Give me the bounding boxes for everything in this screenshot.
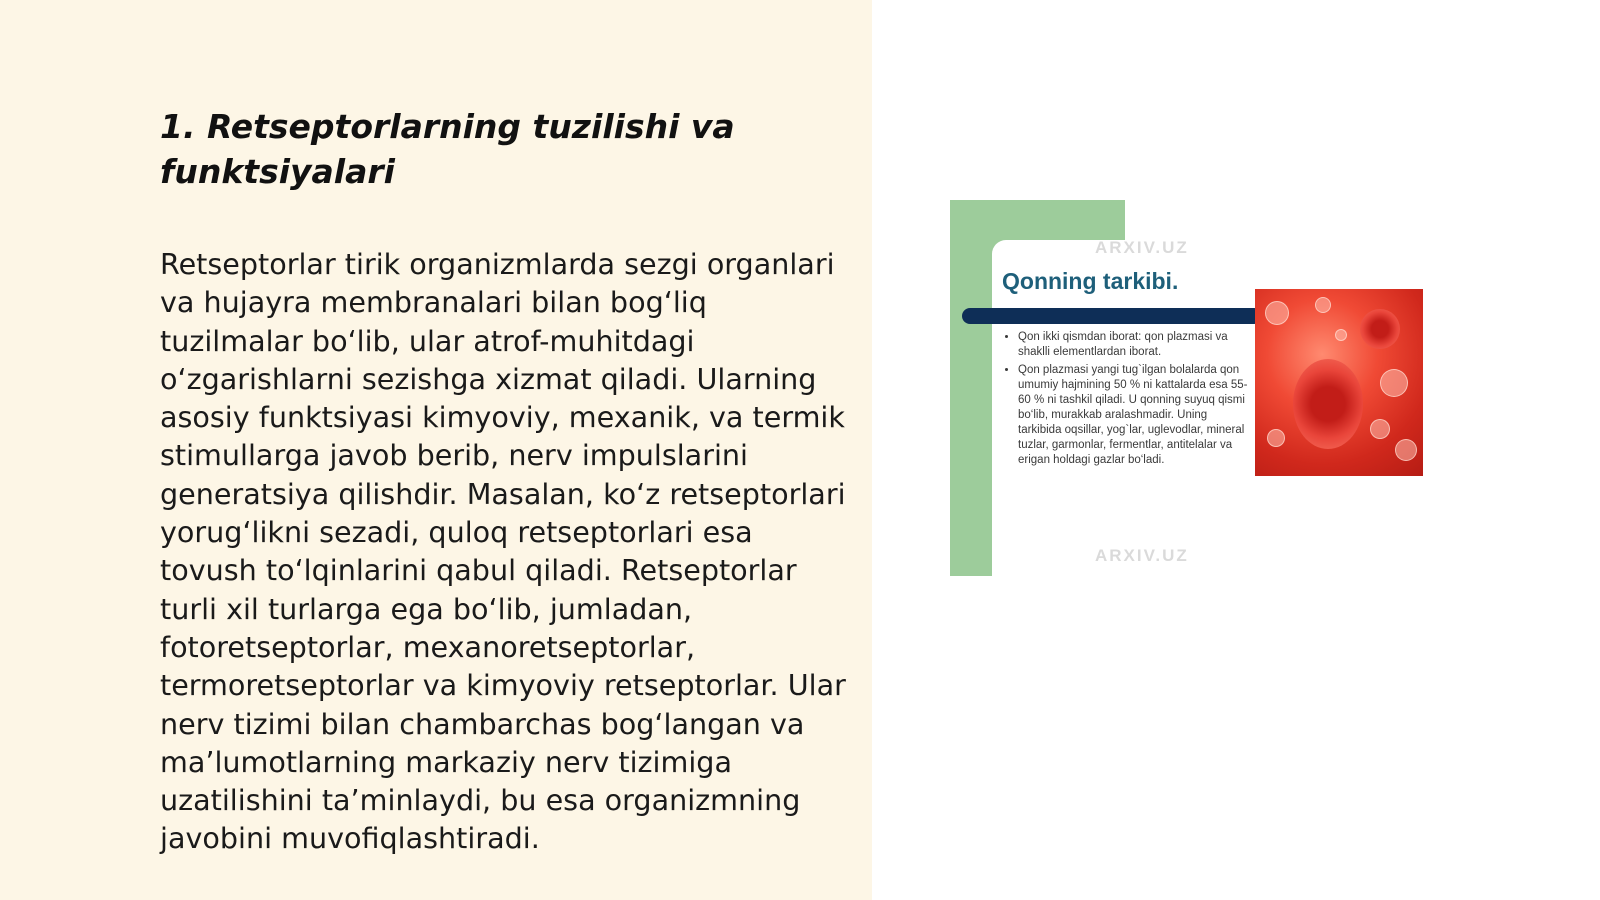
droplet [1395,439,1417,461]
red-blood-cell [1360,309,1400,349]
red-blood-cell [1293,359,1363,449]
slide-title: 1. Retseptorlarning tuzilishi va funktsiyalari [160,107,735,191]
blood-cells-photo [1255,289,1423,476]
droplet [1267,429,1285,447]
watermark-top: ARXIV.UZ [1095,238,1189,257]
droplet [1380,369,1408,397]
slide-body-text: Retseptorlar tirik organizmlarda sezgi organlari va hujayra membranalari bilan bog‘liq tuzilmalar bo‘lib, ular atrof-muhitdagi o‘zgarishlarni sezishga xizmat qiladi. Ularning asosiy funktsiyasi kimyoviy, mexanik, va termik stimullarga javob berib, nerv impulslarini generatsiya qilishdir. Masalan, ko‘z retseptorlari yorug‘likni sezadi, quloq retseptorlari esa tovush to‘lqinlarini qabul qiladi. Retseptorlar turli xil turlarga ega bo‘lib, jumladan, fotoretseptorlar, mexanoretseptorlar, termoretseptorlar va kimyoviy retseptorlar. Ular nerv tizimi bilan chambarchas bog‘langan va ma’lumotlarning markaziy nerv tizimiga uzatilishini ta’minlaydi, bu esa organizmning javobini muvofiqlashtiradi. [160,247,846,856]
embedded-bullet-list [1000,330,1253,471]
bullet-item: • Qon plazmasi yangi tug`ilgan bolalarda qon umumiy hajmining 50 % ni kattalarda esa 55-60 % ni tashkil qiladi. U qonning suyuq qismi bo‘lib, murakkab aralashmadir. Uning tarkibida oqsillar, yog`lar, uglevodlar, mineral tuzlar, garmonlar, fermentlar, antitelalar va erigan holdagi gazlar bo‘ladi. [1018,363,1253,468]
title-underline-bar [962,308,1262,324]
droplet [1315,297,1331,313]
droplet [1370,419,1390,439]
droplet [1265,301,1289,325]
embedded-slide-image [950,200,1450,576]
droplet [1335,329,1347,341]
embedded-slide-title: Qonning tarkibi. [1002,268,1179,294]
bullet-item: • Qon ikki qismdan iborat: qon plazmasi va shaklli elementlardan iborat. [1018,330,1253,360]
watermark-bottom: ARXIV.UZ [1095,546,1189,565]
